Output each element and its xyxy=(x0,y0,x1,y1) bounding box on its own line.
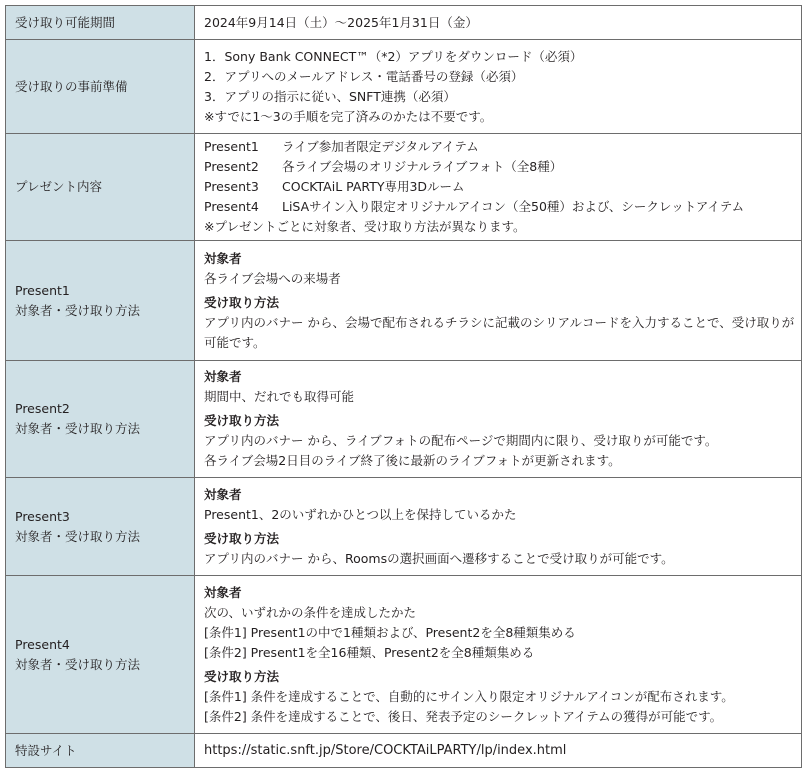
label-special-site xyxy=(6,734,195,768)
table-row-preparation xyxy=(6,40,802,134)
table-row-present4 xyxy=(6,576,802,734)
prep-note: ※すでに1～3の手順を完了済みのかたは不要です。 xyxy=(204,108,493,124)
value-present3 xyxy=(195,478,802,576)
period-text: 2024年9月14日（土）～2025年1月31日（金） xyxy=(204,14,478,30)
method-line: [条件1] 条件を達成することで、自動的にサイン入り限定オリジナルアイコンが配布されます。 xyxy=(204,688,734,704)
value-present2 xyxy=(195,361,802,478)
target-line: 次の、いずれかの条件を達成したかた xyxy=(204,604,417,620)
label-text: 受け取り可能期間 xyxy=(15,14,116,30)
table-row-presents xyxy=(6,134,802,241)
present-name: Present3 xyxy=(204,179,259,194)
table-row-present2 xyxy=(6,361,802,478)
present-item-2 xyxy=(204,157,797,177)
campaign-info-table xyxy=(5,5,802,768)
label-text: 受け取りの事前準備 xyxy=(15,78,128,94)
table-row-special-site xyxy=(6,734,802,768)
present-name: Present1 xyxy=(204,139,259,154)
target-line: [条件1] Present1の中で1種類および、Present2を全8種類集める xyxy=(204,624,576,640)
label-line-1: Present1 xyxy=(15,282,70,298)
method-line: 各ライブ会場2日目のライブ終了後に最新のライブフォトが更新されます。 xyxy=(204,453,621,468)
present-item-1 xyxy=(204,137,797,157)
label-line-1: Present2 xyxy=(15,401,70,416)
present-name: Present4 xyxy=(204,199,259,214)
value-period xyxy=(195,6,802,40)
label-line-1: Present4 xyxy=(15,636,70,652)
method-line: アプリ内のバナー から、ライブフォトの配布ページで期間内に限り、受け取りが可能です。 xyxy=(204,433,718,448)
target-heading: 対象者 xyxy=(204,250,242,266)
method-heading: 受け取り方法 xyxy=(204,668,280,684)
present-desc: COCKTAiL PARTY専用3Dルーム xyxy=(282,179,465,194)
label-line-2: 対象者・受け取り方法 xyxy=(15,421,141,436)
prep-step-2: 2．アプリへのメールアドレス・電話番号の登録（必須） xyxy=(204,68,524,84)
method-line: アプリ内のバナー から、会場で配布されるチラシに記載のシリアルコードを入力することで、受け取りが可能です。 xyxy=(204,314,795,350)
target-line: [条件2] Present1を全16種類、Present2を全8種類集める xyxy=(204,644,535,660)
special-site-link[interactable]: https://static.snft.jp/Store/COCKTAiLPARTY/lp/index.html xyxy=(204,742,567,758)
label-preparation xyxy=(6,40,195,134)
label-present2 xyxy=(6,361,195,478)
table-row-period xyxy=(6,6,802,40)
target-line: 各ライブ会場への来場者 xyxy=(204,270,341,286)
method-heading: 受け取り方法 xyxy=(204,530,280,546)
value-present4 xyxy=(195,576,802,734)
label-presents xyxy=(6,134,195,241)
label-line-1: Present3 xyxy=(15,508,70,524)
label-text: プレゼント内容 xyxy=(15,179,103,194)
present-item-4 xyxy=(204,197,797,217)
prep-step-3: 3．アプリの指示に従い、SNFT連携（必須） xyxy=(204,88,456,104)
present-name: Present2 xyxy=(204,159,259,174)
table-row-present1 xyxy=(6,241,802,361)
present-desc: ライブ参加者限定デジタルアイテム xyxy=(282,139,479,154)
label-present1 xyxy=(6,241,195,361)
label-present4 xyxy=(6,576,195,734)
method-line: アプリ内のバナー から、Roomsの選択画面へ遷移することで受け取りが可能です。 xyxy=(204,550,674,566)
info-table-container xyxy=(5,5,801,768)
target-heading: 対象者 xyxy=(204,584,242,600)
label-period xyxy=(6,6,195,40)
presents-note: ※プレゼントごとに対象者、受け取り方法が異なります。 xyxy=(204,219,526,234)
label-present3 xyxy=(6,478,195,576)
target-line: 期間中、だれでも取得可能 xyxy=(204,389,355,404)
value-presents xyxy=(195,134,802,241)
label-line-2: 対象者・受け取り方法 xyxy=(15,302,141,318)
value-present1 xyxy=(195,241,802,361)
label-line-2: 対象者・受け取り方法 xyxy=(15,656,141,672)
method-heading: 受け取り方法 xyxy=(204,413,280,428)
prep-step-1: 1．Sony Bank CONNECT™（*2）アプリをダウンロード（必須） xyxy=(204,48,583,64)
method-heading: 受け取り方法 xyxy=(204,294,280,310)
value-preparation xyxy=(195,40,802,134)
label-text: 特設サイト xyxy=(15,742,77,758)
present-desc: LiSAサイン入り限定オリジナルアイコン（全50種）および、シークレットアイテム xyxy=(282,199,745,214)
value-special-site xyxy=(195,734,802,768)
table-row-present3 xyxy=(6,478,802,576)
target-line: Present1、2のいずれかひとつ以上を保持しているかた xyxy=(204,506,517,522)
target-heading: 対象者 xyxy=(204,486,242,502)
present-desc: 各ライブ会場のオリジナルライブフォト（全8種） xyxy=(282,159,563,174)
method-line: [条件2] 条件を達成することで、後日、発表予定のシークレットアイテムの獲得が可能です。 xyxy=(204,708,723,724)
present-item-3 xyxy=(204,177,797,197)
target-heading: 対象者 xyxy=(204,369,242,384)
label-line-2: 対象者・受け取り方法 xyxy=(15,528,141,544)
